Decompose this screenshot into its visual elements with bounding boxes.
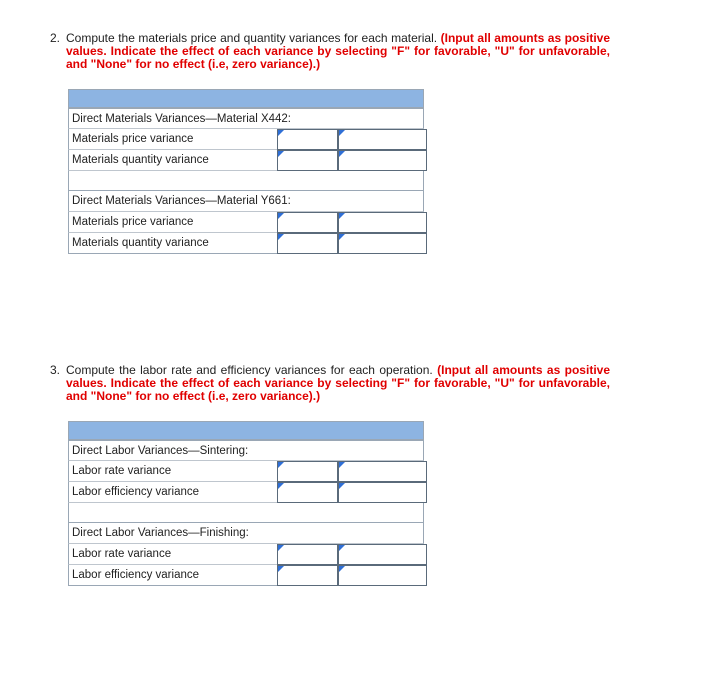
effect-select[interactable] (338, 150, 427, 171)
row-label: Labor rate variance (72, 548, 172, 560)
row-label: Materials price variance (72, 133, 194, 145)
effect-select[interactable] (338, 461, 427, 482)
amount-input[interactable] (277, 544, 338, 565)
group-title: Direct Materials Variances—Material X442: (72, 113, 292, 125)
question-prompt: Compute the materials price and quantity variances for each material. (66, 31, 438, 45)
spacer-row (68, 503, 424, 523)
effect-select[interactable] (338, 544, 427, 565)
question-prompt: Compute the labor rate and efficiency variances for each operation. (66, 363, 433, 377)
labor-variance-table (68, 421, 424, 586)
table-row (68, 129, 424, 150)
table-header (68, 89, 424, 108)
table-row (68, 233, 424, 254)
question-instruction: (Input all amounts as positive values. Indicate the effect of each variance by selecting "F" for favorable, "U" for unfavorable, and "None" for no effect (i.e, zero variance).) (66, 31, 610, 71)
question-text (66, 364, 610, 403)
question-2 (50, 32, 610, 71)
effect-select[interactable] (338, 565, 427, 586)
question-instruction: (Input all amounts as positive values. Indicate the effect of each variance by selecting "F" for favorable, "U" for unfavorable, and "None" for no effect (i.e, zero variance).) (66, 363, 610, 403)
question-number: 3. (50, 363, 61, 377)
group-title: Direct Materials Variances—Material Y661: (72, 195, 291, 207)
table-row (68, 212, 424, 233)
group-title-row (68, 191, 424, 212)
amount-input[interactable] (277, 233, 338, 254)
effect-select[interactable] (338, 212, 427, 233)
table-row (68, 565, 424, 586)
row-label: Labor efficiency variance (72, 486, 199, 498)
row-label: Materials quantity variance (72, 237, 209, 249)
effect-select[interactable] (338, 233, 427, 254)
amount-input[interactable] (277, 461, 338, 482)
row-label: Labor efficiency variance (72, 569, 199, 581)
row-label: Materials quantity variance (72, 154, 209, 166)
effect-select[interactable] (338, 482, 427, 503)
group-title-row (68, 440, 424, 461)
amount-input[interactable] (277, 129, 338, 150)
row-label: Labor rate variance (72, 465, 172, 477)
group-title: Direct Labor Variances—Sintering: (72, 445, 249, 457)
amount-input[interactable] (277, 482, 338, 503)
group-title-row (68, 108, 424, 129)
group-title: Direct Labor Variances—Finishing: (72, 527, 249, 539)
table-row (68, 461, 424, 482)
table-row (68, 544, 424, 565)
amount-input[interactable] (277, 150, 338, 171)
row-label: Materials price variance (72, 216, 194, 228)
table-row (68, 150, 424, 171)
effect-select[interactable] (338, 129, 427, 150)
question-number: 2. (50, 31, 61, 45)
group-title-row (68, 523, 424, 544)
question-3 (50, 364, 610, 403)
table-row (68, 482, 424, 503)
table-header (68, 421, 424, 440)
amount-input[interactable] (277, 565, 338, 586)
materials-variance-table (68, 89, 424, 254)
spacer-row (68, 171, 424, 191)
question-text (66, 32, 610, 71)
amount-input[interactable] (277, 212, 338, 233)
